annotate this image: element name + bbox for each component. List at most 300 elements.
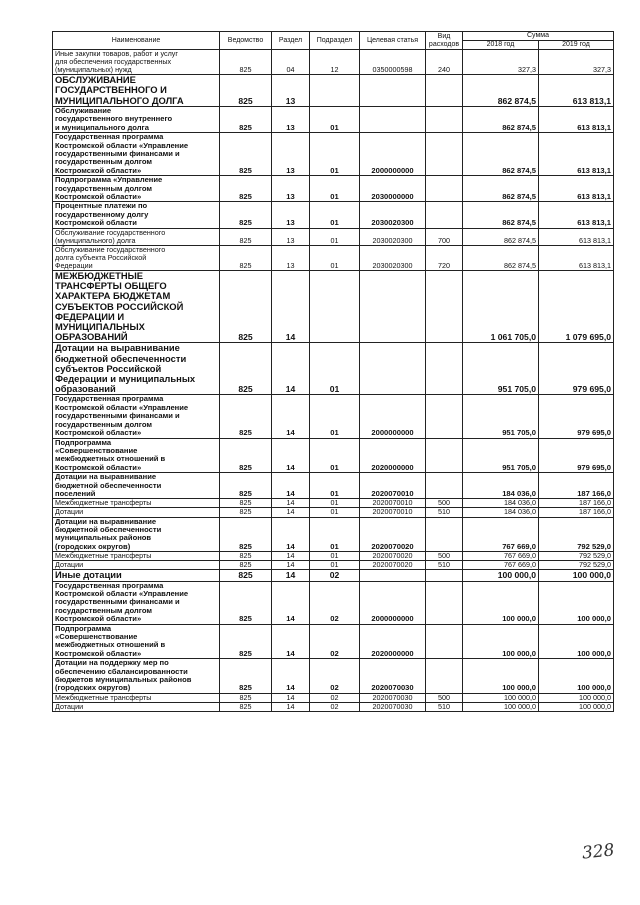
podrazdel-cell: 01: [310, 228, 360, 245]
expense-type-cell: [426, 176, 463, 202]
row-name-line: Иные дотации: [55, 569, 122, 581]
podrazdel-cell: [310, 75, 360, 107]
header-summa: Сумма: [463, 32, 614, 41]
razdel-cell: 14: [272, 659, 310, 694]
sum-2018-cell: 1 061 705,0: [463, 271, 539, 343]
expense-type-cell: 510: [426, 508, 463, 517]
target-article-cell: 2020070020: [360, 517, 426, 552]
expense-type-cell: 240: [426, 50, 463, 75]
vedomstvo-cell: 825: [220, 552, 272, 561]
table-row: [53, 106, 614, 132]
sum-2018-cell: 862 874,5: [463, 75, 539, 107]
table-row: [53, 438, 614, 473]
vedomstvo-cell: 825: [220, 228, 272, 245]
sum-2019-cell: 1 079 695,0: [539, 271, 614, 343]
vedomstvo-cell: 825: [220, 508, 272, 517]
target-article-cell: [360, 75, 426, 107]
row-name-line: бюджетов муниципальных районов: [55, 675, 192, 685]
row-name-line: Костромской области «Управление: [55, 140, 189, 150]
expense-type-cell: [426, 271, 463, 343]
table-row: [53, 659, 614, 694]
vedomstvo-cell: 825: [220, 517, 272, 552]
razdel-cell: 13: [272, 75, 310, 107]
razdel-cell: 14: [272, 624, 310, 659]
row-name-cell: [53, 702, 220, 711]
row-name-line: Межбюджетные трансферты: [55, 551, 152, 561]
row-name-line: ГОСУДАРСТВЕННОГО И: [55, 84, 167, 96]
table-row: [53, 176, 614, 202]
row-name-line: Обслуживание: [55, 106, 112, 115]
vedomstvo-cell: 825: [220, 75, 272, 107]
row-name-line: межбюджетных отношений в: [55, 454, 166, 464]
target-article-cell: 2030020300: [360, 228, 426, 245]
row-name-cell: [53, 561, 220, 570]
row-name-line: ОБРАЗОВАНИЙ: [55, 331, 128, 343]
vedomstvo-cell: 825: [220, 624, 272, 659]
expense-type-cell: 500: [426, 693, 463, 702]
target-article-cell: 2000000000: [360, 133, 426, 176]
razdel-cell: 14: [272, 693, 310, 702]
target-article-cell: 2020070010: [360, 508, 426, 517]
header-expense-type: Вид расходов: [426, 32, 463, 50]
razdel-cell: 13: [272, 176, 310, 202]
header-razdel: Раздел: [272, 32, 310, 50]
row-name-cell: [53, 693, 220, 702]
row-name-line: бюджетной обеспеченности: [55, 352, 187, 364]
vedomstvo-cell: 825: [220, 271, 272, 343]
vedomstvo-cell: 825: [220, 343, 272, 395]
table-row: [53, 343, 614, 395]
row-name-cell: [53, 245, 220, 270]
table-row: [53, 581, 614, 624]
razdel-cell: 14: [272, 395, 310, 438]
row-name-cell: [53, 133, 220, 176]
table-row: [53, 228, 614, 245]
row-name-line: Костромской области «Управление: [55, 588, 189, 598]
vedomstvo-cell: 825: [220, 395, 272, 438]
row-name-line: Межбюджетные трансферты: [55, 693, 152, 702]
target-article-cell: 2020070030: [360, 693, 426, 702]
razdel-cell: 14: [272, 499, 310, 508]
table-row: [53, 50, 614, 75]
table-row: [53, 693, 614, 702]
target-article-cell: 2020070030: [360, 702, 426, 711]
target-article-cell: 2020000000: [360, 624, 426, 659]
target-article-cell: 2020070030: [360, 659, 426, 694]
row-name-line: (городских округов): [55, 541, 131, 551]
row-name-cell: [53, 552, 220, 561]
table-row: [53, 202, 614, 228]
row-name-line: Костромской области»: [55, 614, 142, 624]
target-article-cell: [360, 106, 426, 132]
target-article-cell: 2000000000: [360, 581, 426, 624]
podrazdel-cell: 01: [310, 473, 360, 499]
sum-2019-cell: 613 813,1: [539, 245, 614, 270]
row-name-line: Государственная программа: [55, 394, 164, 404]
sum-2019-cell: 792 529,0: [539, 552, 614, 561]
row-name-line: Костромской области»: [55, 648, 142, 658]
table-row: [53, 499, 614, 508]
row-name-line: Костромской области»: [55, 191, 142, 201]
row-name-line: МУНИЦИПАЛЬНОГО ДОЛГА: [55, 94, 184, 106]
page-number: 328: [581, 840, 616, 864]
row-name-line: муниципальных районов: [55, 533, 152, 543]
row-name-line: Федерации: [55, 260, 93, 270]
row-name-line: (городских округов): [55, 683, 131, 693]
podrazdel-cell: 02: [310, 570, 360, 581]
vedomstvo-cell: 825: [220, 581, 272, 624]
row-name-line: Межбюджетные трансферты: [55, 498, 152, 508]
sum-2019-cell: 187 166,0: [539, 508, 614, 517]
vedomstvo-cell: 825: [220, 702, 272, 711]
vedomstvo-cell: 825: [220, 693, 272, 702]
sum-2018-cell: 184 036,0: [463, 508, 539, 517]
expense-type-cell: [426, 581, 463, 624]
razdel-cell: 14: [272, 473, 310, 499]
vedomstvo-cell: 825: [220, 106, 272, 132]
sum-2018-cell: 100 000,0: [463, 624, 539, 659]
expense-type-cell: [426, 133, 463, 176]
target-article-cell: [360, 343, 426, 395]
expense-type-cell: [426, 659, 463, 694]
podrazdel-cell: 01: [310, 499, 360, 508]
table-row: [53, 552, 614, 561]
row-name-line: ТРАНСФЕРТЫ ОБЩЕГО: [55, 280, 167, 292]
sum-2019-cell: 100 000,0: [539, 624, 614, 659]
table-row: [53, 702, 614, 711]
expense-type-cell: [426, 75, 463, 107]
sum-2018-cell: 100 000,0: [463, 570, 539, 581]
expense-type-cell: 500: [426, 552, 463, 561]
sum-2018-cell: 767 669,0: [463, 561, 539, 570]
expense-type-cell: 700: [426, 228, 463, 245]
sum-2019-cell: 613 813,1: [539, 202, 614, 228]
target-article-cell: [360, 570, 426, 581]
podrazdel-cell: 02: [310, 581, 360, 624]
expense-type-cell: [426, 570, 463, 581]
row-name-line: государственными финансами и: [55, 597, 180, 607]
vedomstvo-cell: 825: [220, 202, 272, 228]
sum-2019-cell: 187 166,0: [539, 473, 614, 499]
podrazdel-cell: [310, 271, 360, 343]
row-name-line: ОБСЛУЖИВАНИЕ: [55, 74, 136, 86]
vedomstvo-cell: 825: [220, 438, 272, 473]
razdel-cell: 14: [272, 271, 310, 343]
row-name-line: «Совершенствование: [55, 445, 138, 455]
sum-2018-cell: 100 000,0: [463, 659, 539, 694]
table-row: [53, 570, 614, 581]
expense-type-cell: [426, 106, 463, 132]
row-name-line: межбюджетных отношений в: [55, 640, 166, 650]
expense-type-cell: 500: [426, 499, 463, 508]
row-name-line: бюджетной обеспеченности: [55, 480, 162, 490]
sum-2019-cell: 979 695,0: [539, 438, 614, 473]
sum-2018-cell: 862 874,5: [463, 202, 539, 228]
razdel-cell: 14: [272, 517, 310, 552]
table-body: [53, 50, 614, 712]
razdel-cell: 13: [272, 106, 310, 132]
table-row: [53, 473, 614, 499]
row-name-line: Федерации и муниципальных: [55, 373, 196, 385]
row-name-line: Процентные платежи по: [55, 201, 148, 211]
sum-2018-cell: 100 000,0: [463, 693, 539, 702]
razdel-cell: 14: [272, 438, 310, 473]
razdel-cell: 13: [272, 133, 310, 176]
row-name-line: Обслуживание государственного: [55, 245, 166, 254]
row-name-line: МЕЖБЮДЖЕТНЫЕ: [55, 270, 144, 282]
razdel-cell: 13: [272, 245, 310, 270]
row-name-line: Костромской области «Управление: [55, 402, 189, 412]
podrazdel-cell: 01: [310, 176, 360, 202]
sum-2019-cell: 100 000,0: [539, 702, 614, 711]
sum-2018-cell: 951 705,0: [463, 438, 539, 473]
sum-2019-cell: 613 813,1: [539, 75, 614, 107]
row-name-line: СУБЪЕКТОВ РОССИЙСКОЙ: [55, 300, 184, 312]
sum-2018-cell: 862 874,5: [463, 176, 539, 202]
row-name-cell: [53, 517, 220, 552]
expense-type-cell: 510: [426, 702, 463, 711]
target-article-cell: 2020070020: [360, 561, 426, 570]
sum-2019-cell: 613 813,1: [539, 176, 614, 202]
sum-2019-cell: 100 000,0: [539, 570, 614, 581]
sum-2019-cell: 613 813,1: [539, 228, 614, 245]
row-name-cell: [53, 202, 220, 228]
row-name-cell: [53, 438, 220, 473]
razdel-cell: 14: [272, 570, 310, 581]
sum-2019-cell: 327,3: [539, 50, 614, 75]
sum-2018-cell: 184 036,0: [463, 499, 539, 508]
sum-2018-cell: 184 036,0: [463, 473, 539, 499]
table-row: [53, 624, 614, 659]
sum-2019-cell: 613 813,1: [539, 133, 614, 176]
row-name-line: Дотации на поддержку мер по: [55, 658, 169, 668]
expense-type-cell: [426, 517, 463, 552]
table-row: [53, 517, 614, 552]
sum-2018-cell: 100 000,0: [463, 702, 539, 711]
table-row: [53, 245, 614, 270]
row-name-cell: [53, 343, 220, 395]
table-row: [53, 133, 614, 176]
sum-2018-cell: 951 705,0: [463, 343, 539, 395]
sum-2019-cell: 613 813,1: [539, 106, 614, 132]
podrazdel-cell: 01: [310, 343, 360, 395]
row-name-line: Подпрограмма: [55, 438, 112, 447]
podrazdel-cell: 02: [310, 624, 360, 659]
sum-2019-cell: 100 000,0: [539, 659, 614, 694]
target-article-cell: 2020070010: [360, 499, 426, 508]
podrazdel-cell: 01: [310, 245, 360, 270]
podrazdel-cell: 01: [310, 202, 360, 228]
sum-2019-cell: 979 695,0: [539, 343, 614, 395]
target-article-cell: 2030020300: [360, 202, 426, 228]
row-name-cell: [53, 508, 220, 517]
vedomstvo-cell: 825: [220, 561, 272, 570]
expense-type-cell: [426, 202, 463, 228]
podrazdel-cell: 01: [310, 561, 360, 570]
podrazdel-cell: 01: [310, 552, 360, 561]
target-article-cell: 2000000000: [360, 395, 426, 438]
row-name-line: Государственная программа: [55, 581, 164, 590]
table-row: [53, 561, 614, 570]
vedomstvo-cell: 825: [220, 473, 272, 499]
row-name-line: Дотации на выравнивание: [55, 517, 157, 526]
podrazdel-cell: 01: [310, 395, 360, 438]
sum-2018-cell: 767 669,0: [463, 517, 539, 552]
row-name-cell: [53, 50, 220, 75]
table-row: [53, 75, 614, 107]
header-vedomstvo: Ведомство: [220, 32, 272, 50]
row-name-line: Костромской области: [55, 218, 137, 228]
row-name-line: Костромской области»: [55, 428, 142, 438]
header-podrazdel: Подраздел: [310, 32, 360, 50]
row-name-line: государственному долгу: [55, 209, 149, 219]
expense-type-cell: [426, 343, 463, 395]
sum-2019-cell: 100 000,0: [539, 581, 614, 624]
row-name-line: Иные закупки товаров, работ и услуг: [55, 49, 178, 58]
razdel-cell: 14: [272, 581, 310, 624]
row-name-line: Обслуживание государственного: [55, 228, 166, 237]
row-name-cell: [53, 659, 220, 694]
row-name-line: Дотации: [55, 702, 84, 711]
sum-2018-cell: 951 705,0: [463, 395, 539, 438]
expense-type-cell: 510: [426, 561, 463, 570]
row-name-line: для обеспечения государственных: [55, 57, 172, 67]
row-name-line: государственным долгом: [55, 157, 152, 167]
row-name-cell: [53, 581, 220, 624]
vedomstvo-cell: 825: [220, 133, 272, 176]
row-name-line: государственным долгом: [55, 605, 152, 615]
target-article-cell: 0350000598: [360, 50, 426, 75]
header-year-2018: 2018 год: [463, 41, 539, 50]
target-article-cell: 2030000000: [360, 176, 426, 202]
row-name-line: и муниципального долга: [55, 122, 149, 132]
target-article-cell: 2020000000: [360, 438, 426, 473]
header-target-article: Целевая статья: [360, 32, 426, 50]
row-name-line: Костромской области»: [55, 165, 142, 175]
razdel-cell: 14: [272, 552, 310, 561]
row-name-line: Подпрограмма «Управление: [55, 175, 163, 185]
sum-2018-cell: 767 669,0: [463, 552, 539, 561]
row-name-cell: [53, 228, 220, 245]
row-name-cell: [53, 473, 220, 499]
razdel-cell: 14: [272, 561, 310, 570]
row-name-line: долга субъекта Российской: [55, 252, 147, 262]
row-name-line: ФЕДЕРАЦИИ И: [55, 310, 125, 322]
expense-type-cell: [426, 438, 463, 473]
row-name-line: (муниципального) долга: [55, 235, 136, 245]
row-name-line: (муниципальных) нужд: [55, 65, 132, 75]
row-name-cell: [53, 106, 220, 132]
row-name-line: государственными финансами и: [55, 411, 180, 421]
target-article-cell: [360, 271, 426, 343]
sum-2019-cell: 187 166,0: [539, 499, 614, 508]
sum-2019-cell: 792 529,0: [539, 561, 614, 570]
expense-type-cell: [426, 395, 463, 438]
sum-2018-cell: 862 874,5: [463, 133, 539, 176]
row-name-line: Дотации на выравнивание: [55, 342, 180, 354]
vedomstvo-cell: 825: [220, 176, 272, 202]
row-name-cell: [53, 176, 220, 202]
header-name: Наименование: [53, 32, 220, 50]
target-article-cell: 2030020300: [360, 245, 426, 270]
row-name-line: бюджетной обеспеченности: [55, 524, 162, 534]
row-name-line: Дотации на выравнивание: [55, 472, 157, 482]
vedomstvo-cell: 825: [220, 50, 272, 75]
row-name-line: ХАРАКТЕРА БЮДЖЕТАМ: [55, 290, 171, 302]
row-name-line: государственным долгом: [55, 419, 152, 429]
expense-type-cell: [426, 473, 463, 499]
row-name-line: Дотации: [55, 560, 84, 570]
row-name-line: Государственная программа: [55, 132, 164, 142]
podrazdel-cell: 01: [310, 133, 360, 176]
row-name-line: государственным долгом: [55, 183, 152, 193]
razdel-cell: 04: [272, 50, 310, 75]
row-name-cell: [53, 624, 220, 659]
vedomstvo-cell: 825: [220, 245, 272, 270]
razdel-cell: 13: [272, 202, 310, 228]
row-name-line: Дотации: [55, 507, 84, 517]
razdel-cell: 14: [272, 702, 310, 711]
expense-type-cell: 720: [426, 245, 463, 270]
podrazdel-cell: 01: [310, 438, 360, 473]
row-name-line: Подпрограмма: [55, 624, 112, 633]
razdel-cell: 14: [272, 508, 310, 517]
row-name-cell: [53, 75, 220, 107]
razdel-cell: 14: [272, 343, 310, 395]
sum-2018-cell: 862 874,5: [463, 228, 539, 245]
table-row: [53, 508, 614, 517]
podrazdel-cell: 02: [310, 702, 360, 711]
row-name-line: МУНИЦИПАЛЬНЫХ: [55, 321, 145, 333]
vedomstvo-cell: 825: [220, 499, 272, 508]
sum-2019-cell: 979 695,0: [539, 395, 614, 438]
row-name-cell: [53, 271, 220, 343]
budget-table: [52, 31, 614, 712]
expense-type-cell: [426, 624, 463, 659]
row-name-line: обеспечению сбалансированности: [55, 666, 188, 676]
sum-2018-cell: 100 000,0: [463, 581, 539, 624]
podrazdel-cell: 01: [310, 106, 360, 132]
row-name-line: Костромской области»: [55, 462, 142, 472]
razdel-cell: 13: [272, 228, 310, 245]
target-article-cell: 2020070010: [360, 473, 426, 499]
sum-2018-cell: 862 874,5: [463, 106, 539, 132]
row-name-line: субъектов Российской: [55, 362, 162, 374]
row-name-cell: [53, 499, 220, 508]
table-row: [53, 395, 614, 438]
target-article-cell: 2020070020: [360, 552, 426, 561]
sum-2019-cell: 100 000,0: [539, 693, 614, 702]
row-name-line: государственного внутреннего: [55, 114, 173, 124]
vedomstvo-cell: 825: [220, 570, 272, 581]
sum-2018-cell: 327,3: [463, 50, 539, 75]
row-name-cell: [53, 570, 220, 581]
podrazdel-cell: 01: [310, 508, 360, 517]
podrazdel-cell: 12: [310, 50, 360, 75]
row-name-line: поселений: [55, 488, 96, 498]
sum-2018-cell: 862 874,5: [463, 245, 539, 270]
sum-2019-cell: 792 529,0: [539, 517, 614, 552]
header-year-2019: 2019 год: [539, 41, 614, 50]
podrazdel-cell: 02: [310, 693, 360, 702]
row-name-line: государственными финансами и: [55, 148, 180, 158]
vedomstvo-cell: 825: [220, 659, 272, 694]
row-name-cell: [53, 395, 220, 438]
podrazdel-cell: 01: [310, 517, 360, 552]
table-row: [53, 271, 614, 343]
podrazdel-cell: 02: [310, 659, 360, 694]
row-name-line: образований: [55, 383, 116, 395]
